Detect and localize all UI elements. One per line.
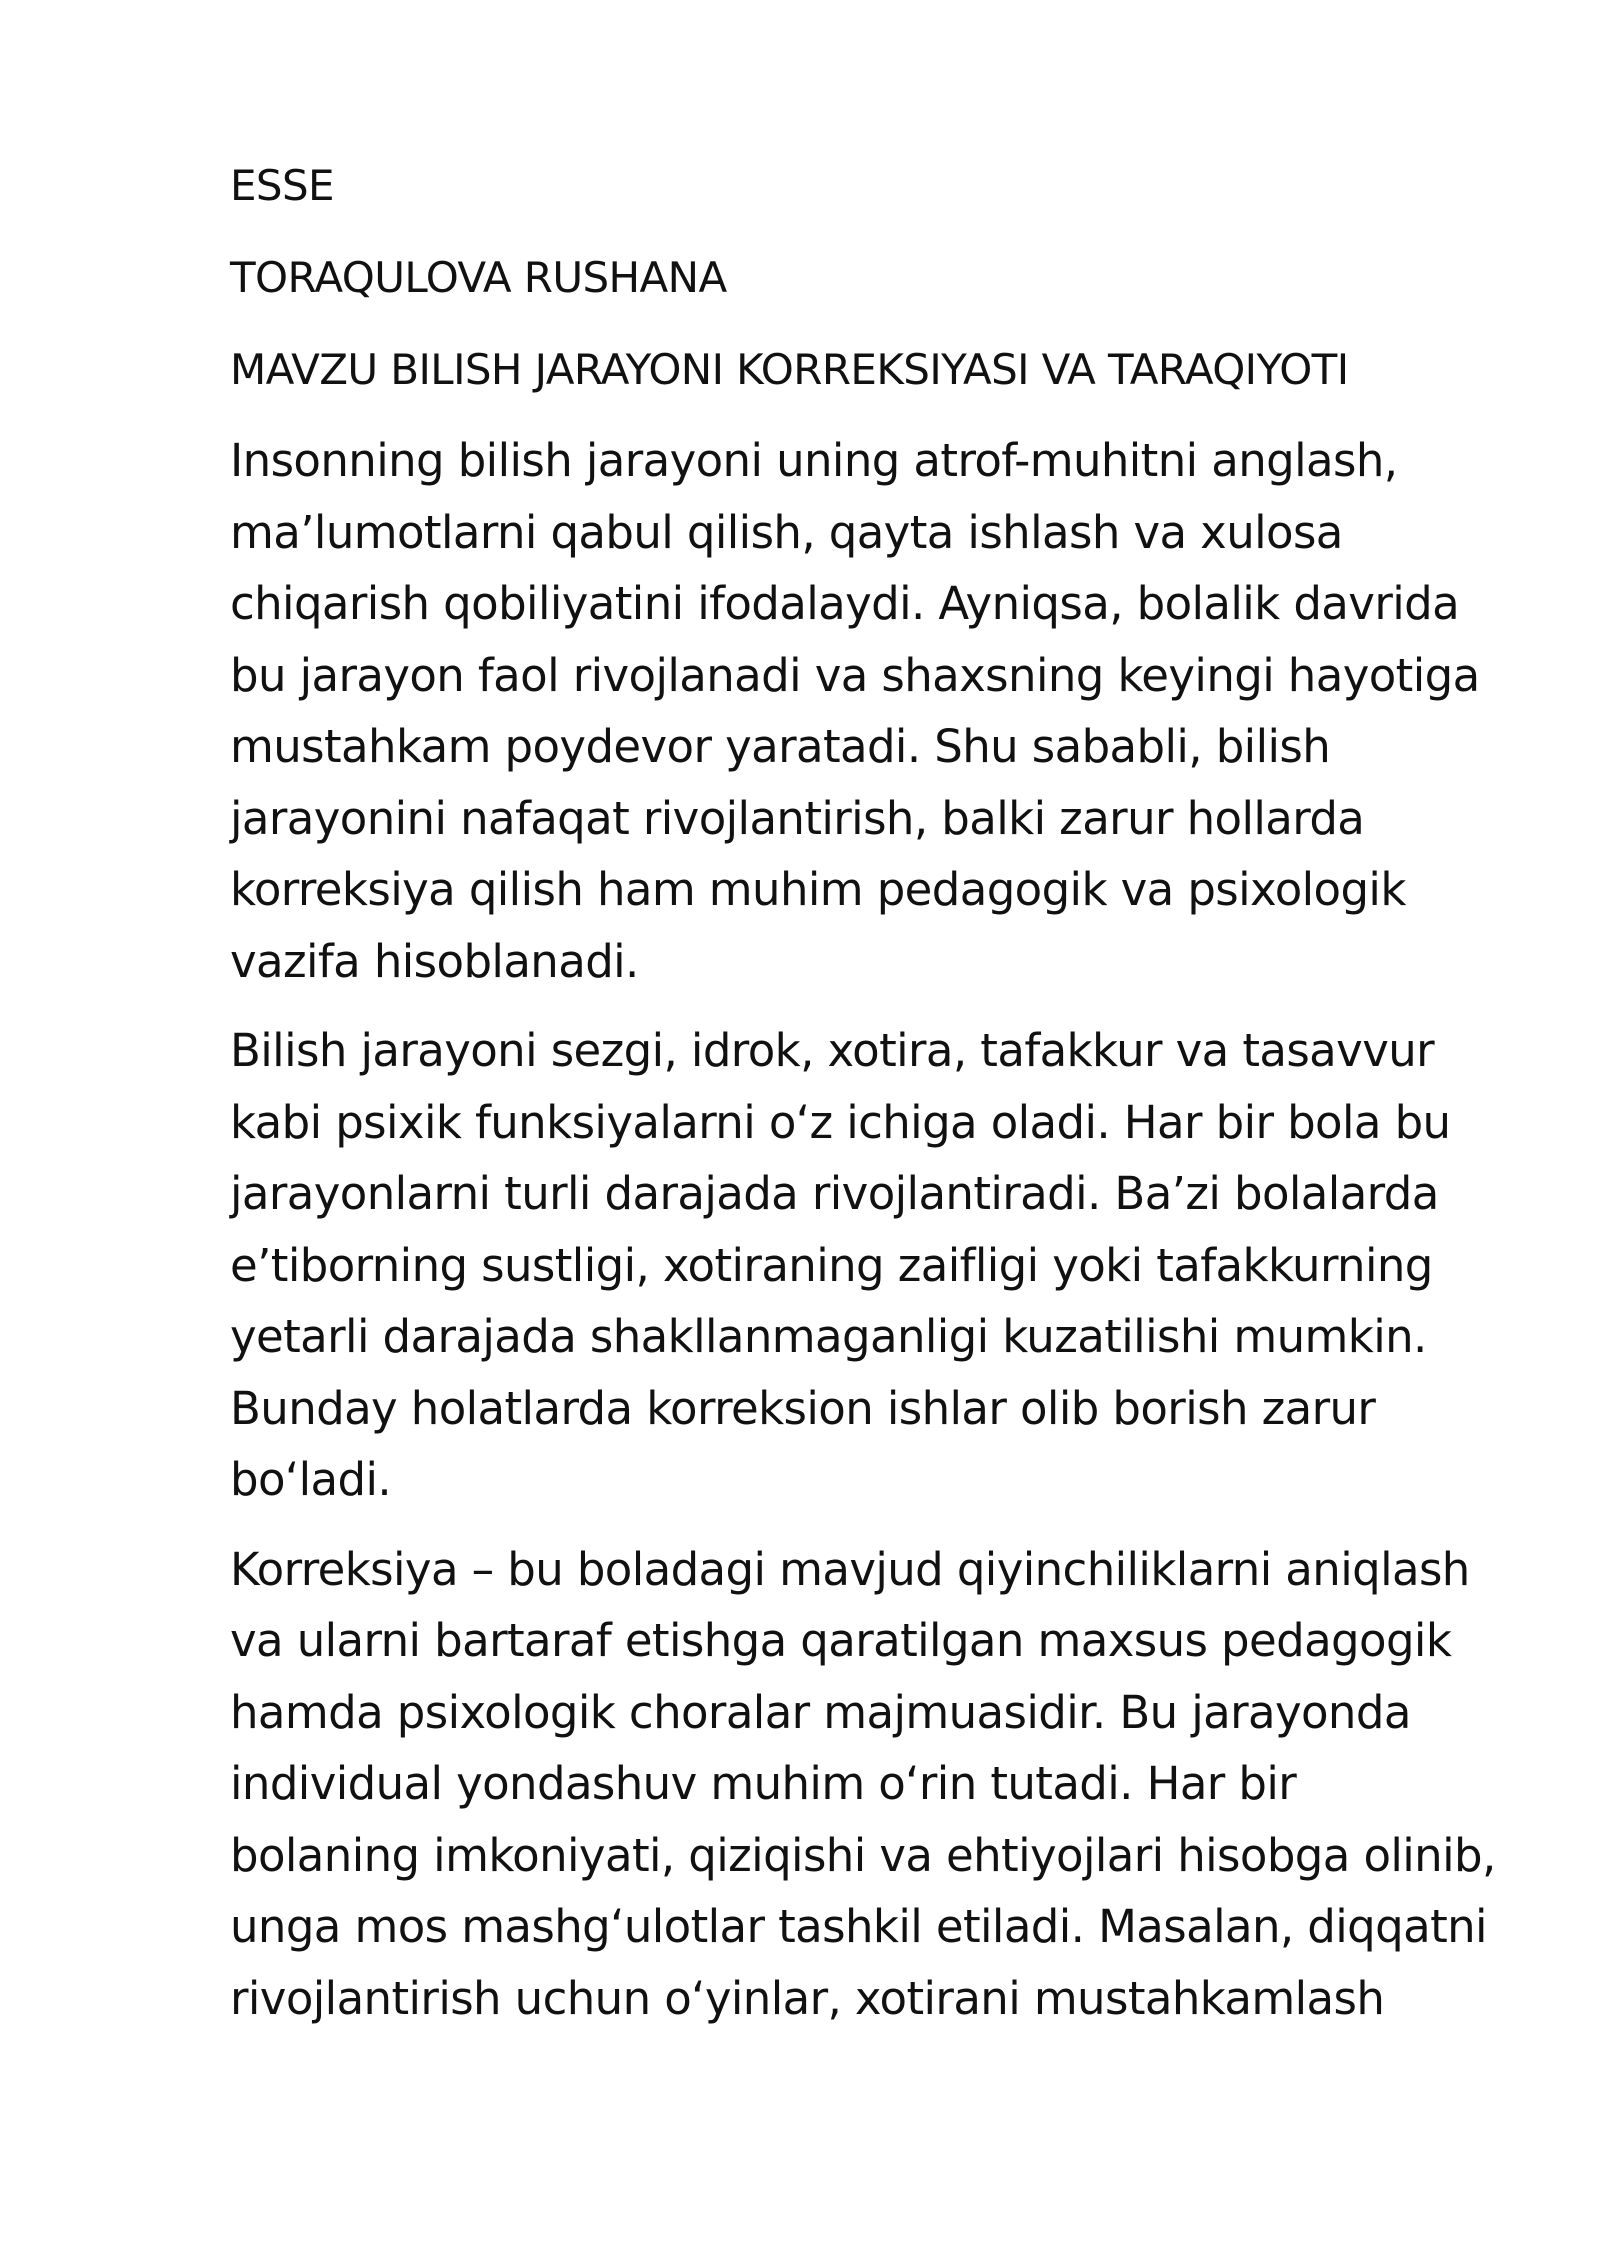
text-line: yetarli darajada shakllanmaganligi kuzatilishi mumkin. [230, 1310, 1427, 1363]
text-line: Insonning bilish jarayoni uning atrof-muhitni anglash, [230, 434, 1398, 487]
text-line: e’tiborning sustligi, xotiraning zaifligi yoki tafakkurning [230, 1238, 1433, 1292]
document-content [230, 155, 1530, 2052]
text-line: bu jarayon faol rivojlanadi va shaxsning keyingi hayotiga [230, 648, 1480, 702]
essay-topic: MAVZU BILISH JARAYONI KORREKSIYASI VA TARAQIYOTI [230, 345, 1349, 394]
text-line: unga mos mashg‘ulotlar tashkil etiladi. Masalan, diqqatni [230, 1900, 1487, 1953]
text-line: rivojlantirish uchun o‘yinlar, xotirani mustahkamlash [230, 1971, 1385, 2025]
text-line: hamda psixologik choralar majmuasidir. Bu jarayonda [230, 1685, 1411, 1739]
text-line: jarayonini nafaqat rivojlantirish, balki zarur hollarda [230, 791, 1365, 845]
text-line: mustahkam poydevor yaratadi. Shu sababli, bilish [230, 720, 1331, 773]
text-line: korreksiya qilish ham muhim pedagogik va psixologik [230, 863, 1406, 916]
text-line: va ularni bartaraf etishga qaratilgan maxsus pedagogik [230, 1614, 1452, 1667]
text-line: Korreksiya – bu boladagi mavjud qiyinchiliklarni aniqlash [230, 1542, 1470, 1596]
text-line: Bunday holatlarda korreksion ishlar olib borish zarur [230, 1381, 1376, 1435]
author-name: TORAQULOVA RUSHANA [230, 253, 727, 302]
text-line: jarayonlarni turli darajada rivojlantiradi. Ba’zi bolalarda [230, 1167, 1439, 1220]
text-line: bo‘ladi. [230, 1453, 392, 1506]
text-line: Bilish jarayoni sezgi, idrok, xotira, tafakkur va tasavvur [230, 1024, 1435, 1077]
text-line: individual yondashuv muhim o‘rin tutadi. Har bir [230, 1757, 1297, 1810]
text-line: chiqarish qobiliyatini ifodalaydi. Ayniqsa, bolalik davrida [230, 577, 1460, 630]
text-line: ma’lumotlarni qabul qilish, qayta ishlash va xulosa [230, 505, 1343, 559]
text-line: vazifa hisoblanadi. [230, 934, 639, 988]
paragraph-1 [230, 425, 1530, 997]
essay-label: ESSE [230, 161, 334, 210]
paragraph-3 [230, 1534, 1530, 2035]
text-line: bolaning imkoniyati, qiziqishi va ehtiyojlari hisobga olinib, [230, 1828, 1496, 1882]
text-line: kabi psixik funksiyalarni o‘z ichiga oladi. Har bir bola bu [230, 1095, 1451, 1149]
paragraph-2 [230, 1015, 1530, 1516]
